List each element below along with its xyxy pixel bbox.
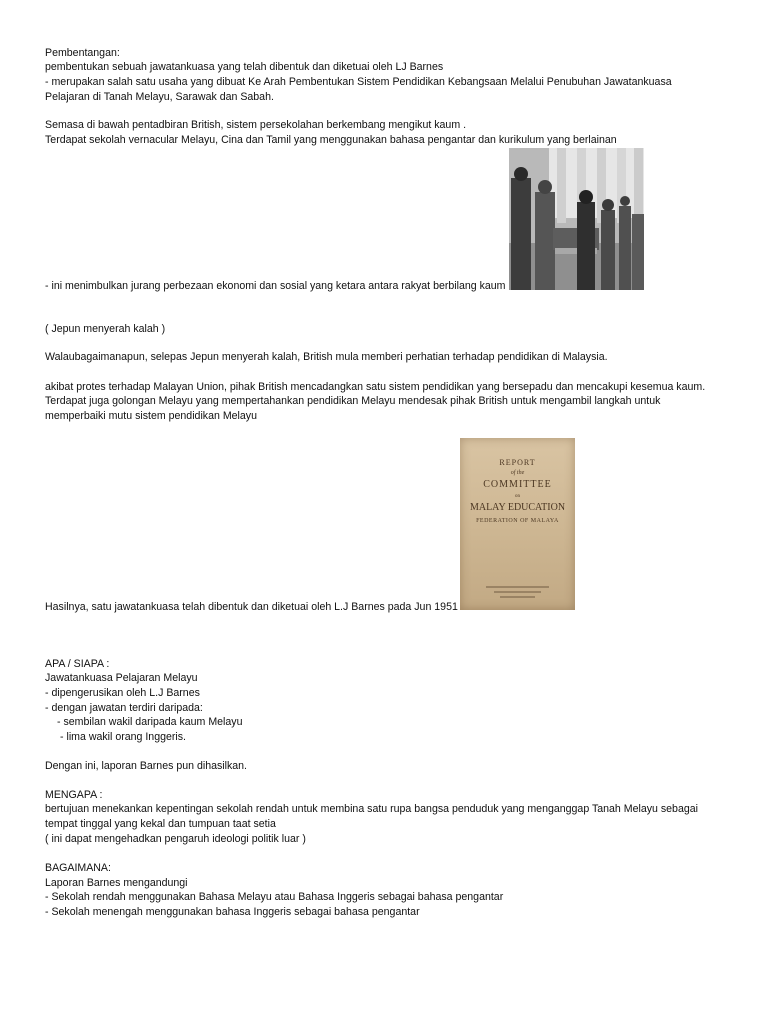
intro-line: pembentukan sebuah jawatankuasa yang telah dibentuk dan diketuai oleh LJ Barnes (45, 61, 444, 73)
cover-fine-print (500, 596, 535, 598)
intro-line: Pelajaran di Tanah Melayu, Sarawak dan Sabah. (45, 91, 274, 103)
paragraph-line: bertujuan menekankan kepentingan sekolah rendah untuk membina satu rupa bangsa penduduk yang menganggap Tanah Melayu sebagai (45, 803, 698, 815)
paragraph-line: Walaubagaimanapun, selepas Jepun menyerah kalah, British mula memberi perhatian terhadap pendidikan di Malaysia. (45, 351, 608, 363)
cover-text: COMMITTEE (483, 479, 552, 490)
paragraph-line: Hasilnya, satu jawatankuasa telah dibentuk dan diketuai oleh L.J Barnes pada Jun 1951 (45, 601, 458, 613)
cover-fine-print (494, 591, 541, 593)
list-item: - lima wakil orang Inggeris. (60, 731, 186, 743)
section-heading: BAGAIMANA: (45, 862, 111, 874)
cover-text: MALAY EDUCATION (469, 502, 566, 513)
paragraph-line: memperbaiki mutu sistem pendidikan Melayu (45, 410, 257, 422)
background-line: Semasa di bawah pentadbiran British, sistem persekolahan berkembang mengikut kaum . (45, 119, 467, 131)
list-line: - dipengerusikan oleh L.J Barnes (45, 687, 200, 699)
section-heading: MENGAPA : (45, 789, 103, 801)
paragraph-line: Terdapat juga golongan Melayu yang mempertahankan pendidikan Melayu mendesak pihak British untuk mengambil langkah untuk (45, 395, 661, 407)
cover-text: of the (510, 470, 525, 476)
cover-fine-print (486, 586, 549, 588)
cover-text: REPORT (499, 458, 536, 467)
paragraph-line: Laporan Barnes mengandungi (45, 877, 188, 889)
cover-text: FEDERATION OF MALAYA (476, 518, 559, 524)
intro-line: - merupakan salah satu usaha yang dibuat Ke Arah Pembentukan Sistem Pendidikan Kebangsaan Melalui Penubuhan Jawatankuasa (45, 76, 672, 88)
paragraph-line: ( ini dapat mengehadkan pengaruh ideologi politik luar ) (45, 833, 306, 845)
list-line: Jawatankuasa Pelajaran Melayu (45, 672, 198, 684)
section-heading: APA / SIAPA : (45, 658, 110, 670)
list-item: - Sekolah rendah menggunakan Bahasa Melayu atau Bahasa Inggeris sebagai bahasa pengantar (45, 891, 504, 903)
intro-heading: Pembentangan: (45, 47, 120, 59)
background-line: - ini menimbulkan jurang perbezaan ekonomi dan sosial yang ketara antara rakyat berbilang kaum (45, 280, 506, 292)
background-line: Terdapat sekolah vernacular Melayu, Cina dan Tamil yang menggunakan bahasa pengantar dan kurikulum yang berlainan (45, 134, 617, 146)
surrender-ceremony-photo (509, 148, 644, 290)
section-heading: ( Jepun menyerah kalah ) (45, 323, 166, 335)
paragraph-line: akibat protes terhadap Malayan Union, pihak British mencadangkan satu sistem pendidikan yang bersepadu dan mencakupi kesemua kaum. (45, 381, 706, 393)
paragraph-line: tempat tinggal yang kekal dan tumpuan taat setia (45, 818, 276, 830)
list-line: - dengan jawatan terdiri daripada: (45, 702, 203, 714)
cover-text: on (515, 494, 520, 499)
barnes-report-cover (460, 438, 575, 610)
list-item: - sembilan wakil daripada kaum Melayu (57, 716, 243, 728)
paragraph-line: Dengan ini, laporan Barnes pun dihasilkan. (45, 760, 248, 772)
list-item: - Sekolah menengah menggunakan bahasa Inggeris sebagai bahasa pengantar (45, 906, 420, 918)
